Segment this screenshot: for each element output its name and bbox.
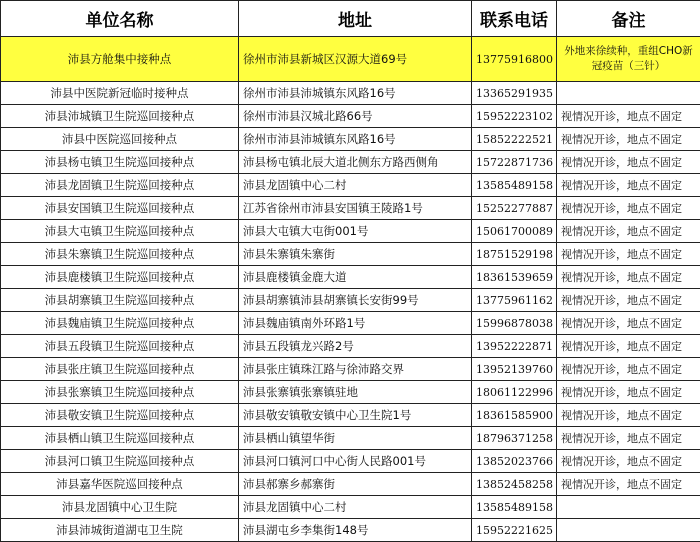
cell-note: 视情况开诊，地点不固定: [557, 289, 700, 312]
cell-name: 沛县栖山镇卫生院巡回接种点: [1, 427, 239, 450]
cell-address: 沛县大屯镇大屯街001号: [239, 220, 472, 243]
table-row: [1, 473, 700, 496]
cell-address: 沛县栖山镇望华街: [239, 427, 472, 450]
cell-address: 沛县郝寨乡郝寨街: [239, 473, 472, 496]
cell-address: 沛县鹿楼镇金鹿大道: [239, 266, 472, 289]
cell-address: 沛县龙固镇中心二村: [239, 496, 472, 519]
table-row: [1, 358, 700, 381]
table-row: [1, 266, 700, 289]
cell-phone: 13952222871: [472, 335, 557, 358]
cell-name: 沛县中医院巡回接种点: [1, 128, 239, 151]
cell-name: 沛县大屯镇卫生院巡回接种点: [1, 220, 239, 243]
cell-note: 视情况开诊，地点不固定: [557, 197, 700, 220]
table-row: [1, 82, 700, 105]
table-row: [1, 174, 700, 197]
cell-address: 徐州市沛县新城区汉源大道69号: [239, 37, 472, 82]
cell-note: 视情况开诊，地点不固定: [557, 404, 700, 427]
cell-phone: 13585489158: [472, 496, 557, 519]
table-row: [1, 220, 700, 243]
cell-note: 视情况开诊，地点不固定: [557, 381, 700, 404]
cell-phone: 13852023766: [472, 450, 557, 473]
cell-name: 沛县嘉华医院巡回接种点: [1, 473, 239, 496]
cell-name: 沛县张寨镇卫生院巡回接种点: [1, 381, 239, 404]
cell-address: 沛县敬安镇敬安镇中心卫生院1号: [239, 404, 472, 427]
cell-address: 沛县五段镇龙兴路2号: [239, 335, 472, 358]
cell-note: 视情况开诊，地点不固定: [557, 450, 700, 473]
cell-note: [557, 519, 700, 542]
table-row: [1, 128, 700, 151]
table-row: [1, 427, 700, 450]
cell-address: 徐州市沛县沛城镇东风路16号: [239, 128, 472, 151]
table-row: [1, 243, 700, 266]
table-row: [1, 105, 700, 128]
table-body: [1, 37, 700, 542]
header-name: 单位名称: [1, 1, 239, 37]
cell-name: 沛县魏庙镇卫生院巡回接种点: [1, 312, 239, 335]
cell-note: 视情况开诊，地点不固定: [557, 266, 700, 289]
cell-address: 沛县张寨镇张寨镇驻地: [239, 381, 472, 404]
cell-phone: 15722871736: [472, 151, 557, 174]
cell-note: 视情况开诊，地点不固定: [557, 335, 700, 358]
cell-name: 沛县五段镇卫生院巡回接种点: [1, 335, 239, 358]
cell-name: 沛县沛城镇卫生院巡回接种点: [1, 105, 239, 128]
header-row: [1, 1, 700, 37]
table-row: [1, 289, 700, 312]
header-note: 备注: [557, 1, 700, 37]
cell-phone: 13852458258: [472, 473, 557, 496]
cell-address: 沛县张庄镇珠江路与徐沛路交界: [239, 358, 472, 381]
cell-name: 沛县胡寨镇卫生院巡回接种点: [1, 289, 239, 312]
cell-name: 沛县敬安镇卫生院巡回接种点: [1, 404, 239, 427]
header-phone: 联系电话: [472, 1, 557, 37]
cell-phone: 18061122996: [472, 381, 557, 404]
table-row: [1, 381, 700, 404]
cell-phone: 18796371258: [472, 427, 557, 450]
cell-phone: 15952221625: [472, 519, 557, 542]
cell-name: 沛县龙固镇卫生院巡回接种点: [1, 174, 239, 197]
cell-name: 沛县河口镇卫生院巡回接种点: [1, 450, 239, 473]
cell-note: [557, 496, 700, 519]
cell-address: 沛县杨屯镇北辰大道北侧东方路西侧角: [239, 151, 472, 174]
cell-note: 视情况开诊，地点不固定: [557, 473, 700, 496]
cell-address: 沛县胡寨镇沛县胡寨镇长安街99号: [239, 289, 472, 312]
cell-address: 江苏省徐州市沛县安国镇王陵路1号: [239, 197, 472, 220]
cell-phone: 18361585900: [472, 404, 557, 427]
cell-address: 沛县湖屯乡李集街148号: [239, 519, 472, 542]
cell-note: 视情况开诊，地点不固定: [557, 220, 700, 243]
cell-phone: 13775916800: [472, 37, 557, 82]
cell-name: 沛县龙固镇中心卫生院: [1, 496, 239, 519]
table-row: [1, 450, 700, 473]
cell-phone: 15252277887: [472, 197, 557, 220]
cell-note: [557, 82, 700, 105]
cell-note: 视情况开诊，地点不固定: [557, 358, 700, 381]
table-row: [1, 404, 700, 427]
cell-address: 徐州市沛县沛城镇东风路16号: [239, 82, 472, 105]
cell-address: 沛县朱寨镇朱寨街: [239, 243, 472, 266]
table-row: [1, 335, 700, 358]
cell-phone: 13952139760: [472, 358, 557, 381]
table-row: [1, 496, 700, 519]
cell-phone: 15852222521: [472, 128, 557, 151]
cell-name: 沛县方舱集中接种点: [1, 37, 239, 82]
cell-phone: 18751529198: [472, 243, 557, 266]
cell-note: 视情况开诊，地点不固定: [557, 174, 700, 197]
cell-name: 沛县朱寨镇卫生院巡回接种点: [1, 243, 239, 266]
cell-phone: 15061700089: [472, 220, 557, 243]
cell-address: 沛县魏庙镇南外环路1号: [239, 312, 472, 335]
cell-address: 沛县龙固镇中心二村: [239, 174, 472, 197]
cell-note: 视情况开诊，地点不固定: [557, 427, 700, 450]
cell-note: 视情况开诊，地点不固定: [557, 243, 700, 266]
cell-phone: 15952223102: [472, 105, 557, 128]
cell-note: 视情况开诊，地点不固定: [557, 151, 700, 174]
cell-phone: 18361539659: [472, 266, 557, 289]
cell-name: 沛县张庄镇卫生院巡回接种点: [1, 358, 239, 381]
table-row: [1, 312, 700, 335]
cell-phone: 15996878038: [472, 312, 557, 335]
cell-phone: 13585489158: [472, 174, 557, 197]
cell-note: 视情况开诊，地点不固定: [557, 105, 700, 128]
cell-note: 视情况开诊，地点不固定: [557, 128, 700, 151]
cell-note: 视情况开诊，地点不固定: [557, 312, 700, 335]
table-row: [1, 197, 700, 220]
cell-note: 外地来徐续种，重组CHO新冠疫苗（三针）: [557, 37, 700, 82]
header-address: 地址: [239, 1, 472, 37]
cell-name: 沛县中医院新冠临时接种点: [1, 82, 239, 105]
cell-address: 沛县河口镇河口中心街人民路001号: [239, 450, 472, 473]
table-row: [1, 151, 700, 174]
cell-address: 徐州市沛县汉城北路66号: [239, 105, 472, 128]
cell-name: 沛县安国镇卫生院巡回接种点: [1, 197, 239, 220]
cell-phone: 13365291935: [472, 82, 557, 105]
cell-name: 沛县沛城街道湖屯卫生院: [1, 519, 239, 542]
table-row: [1, 37, 700, 82]
cell-name: 沛县鹿楼镇卫生院巡回接种点: [1, 266, 239, 289]
cell-phone: 13775961162: [472, 289, 557, 312]
cell-name: 沛县杨屯镇卫生院巡回接种点: [1, 151, 239, 174]
table-row: [1, 519, 700, 542]
